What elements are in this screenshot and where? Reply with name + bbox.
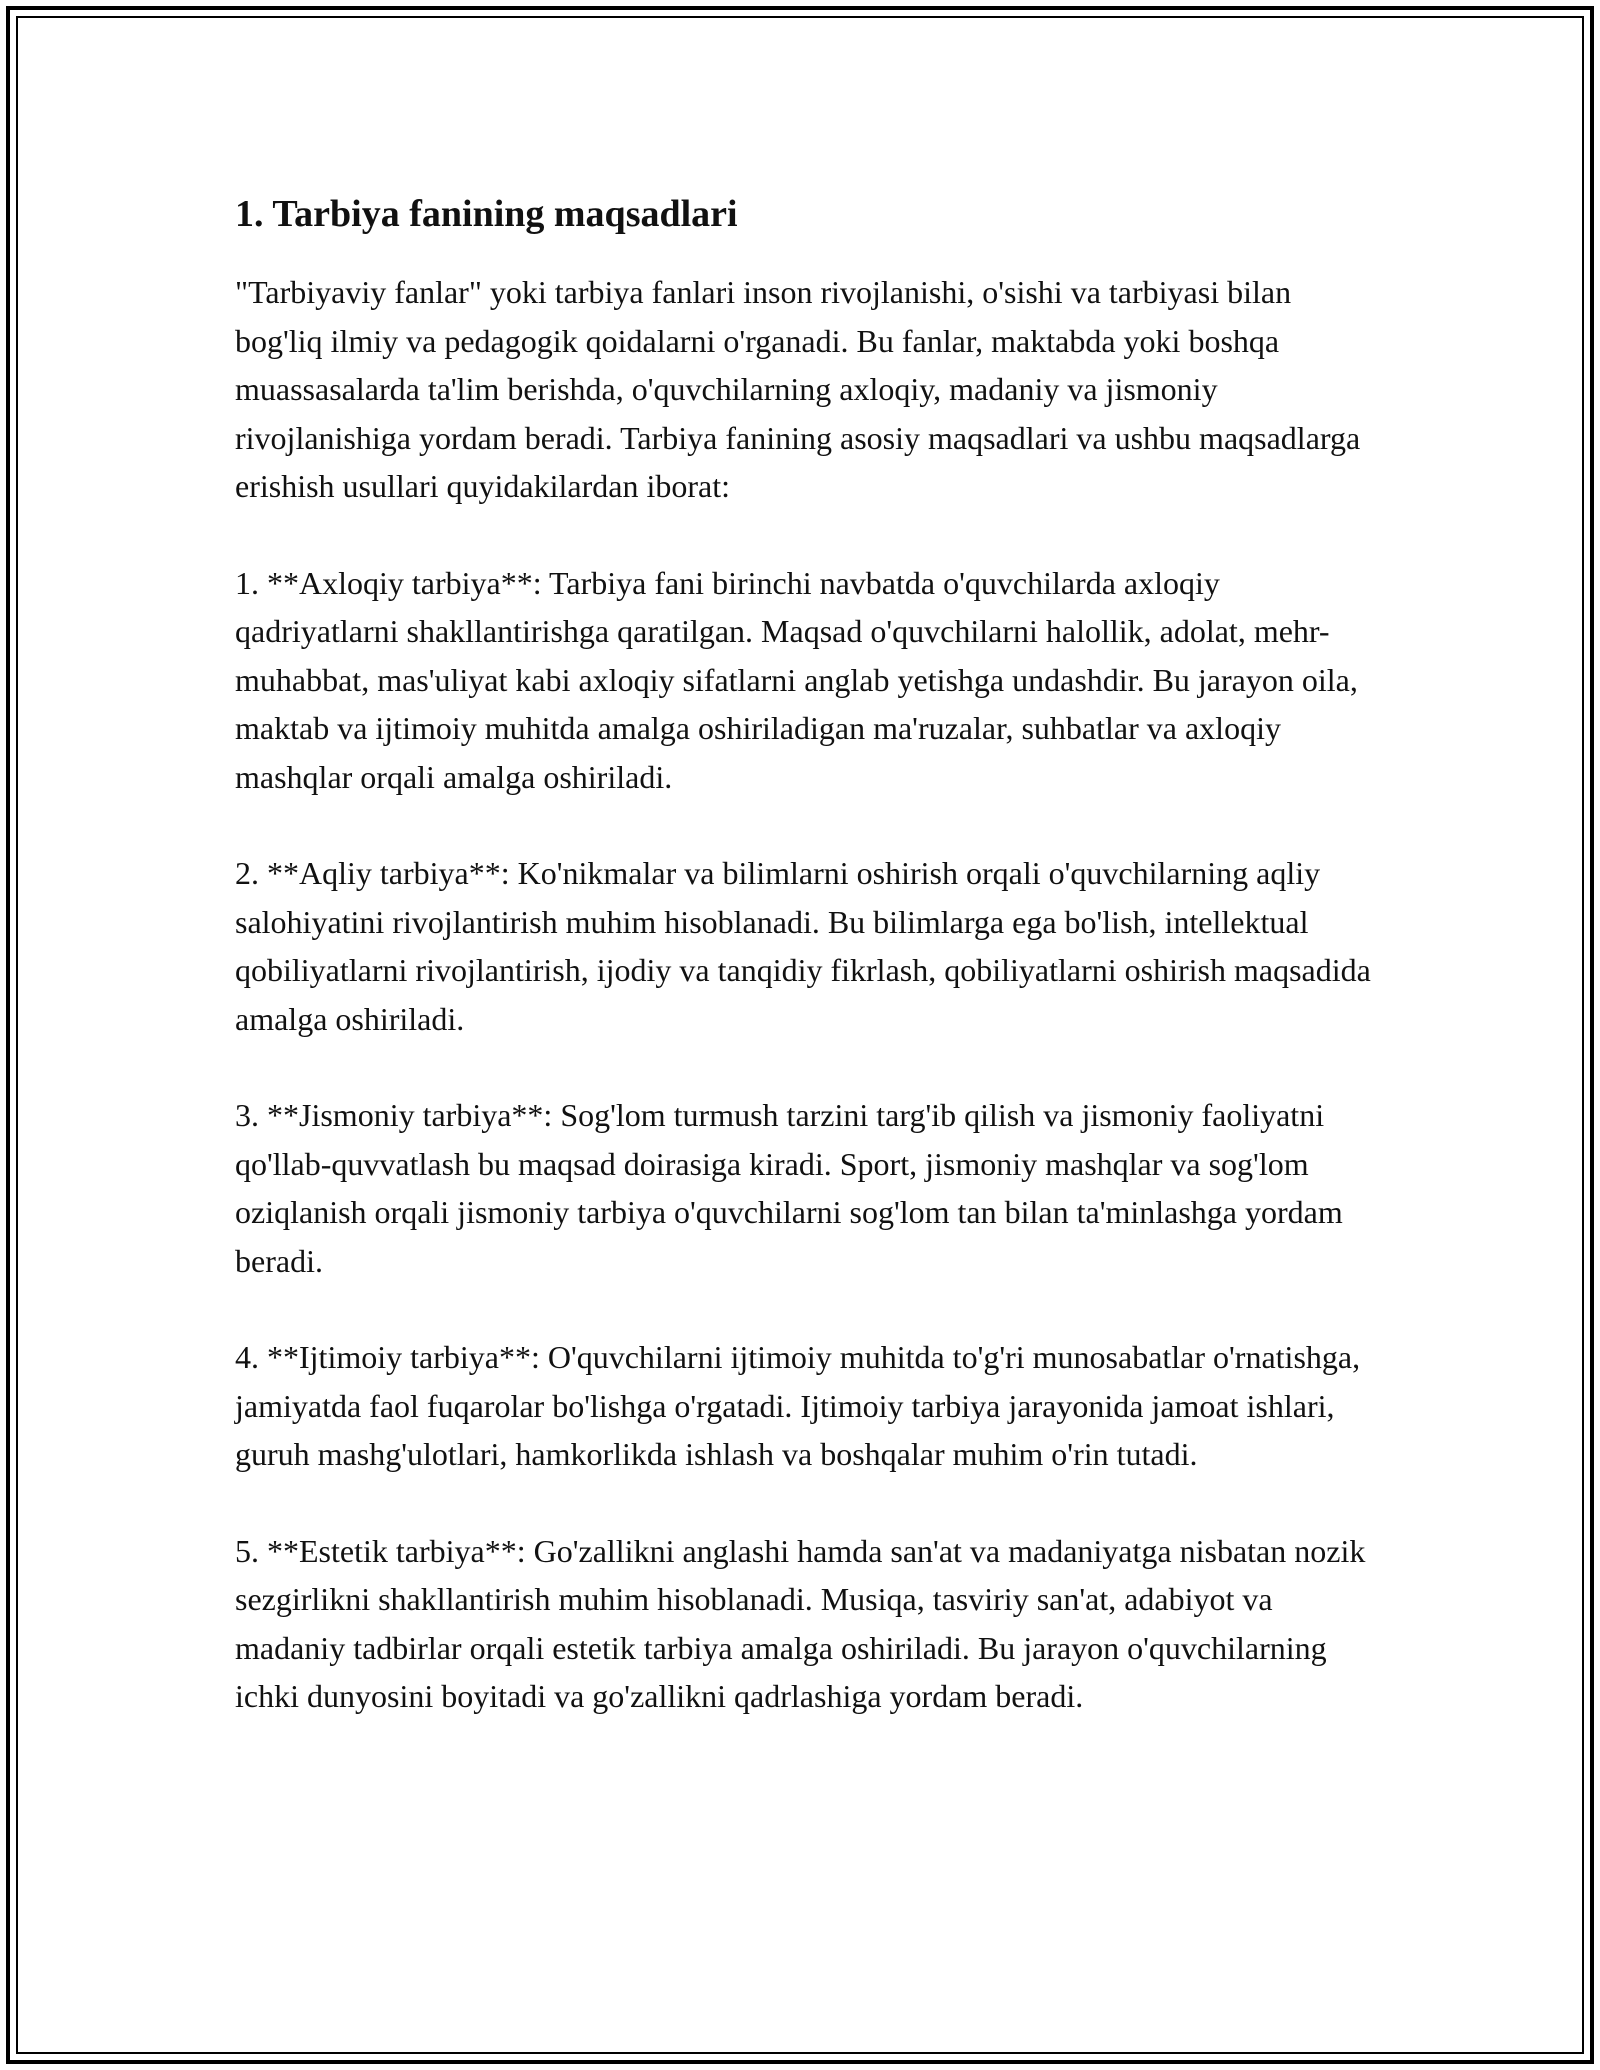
intro-paragraph: "Tarbiyaviy fanlar" yoki tarbiya fanlari inson rivojlanishi, o'sishi va tarbiyasi bilan bog'liq ilmiy va pedagogik qoidalarni o'rganadi. Bu fanlar, maktabda yoki boshqa muassasalarda ta'lim berishda, o'quvchilarning axloqiy, madaniy va jismoniy rivojlanishiga yordam beradi. Tarbiya fanining asosiy maqsadlari va ushbu maqsadlarga erishish usullari quyidakilardan iborat: [235, 274, 1361, 504]
section-aesthetic-education: 5. **Estetik tarbiya**: Go'zallikni anglashi hamda san'at va madaniyatga nisbatan nozik sezgirlikni shakllantirish muhim hisoblanadi. Musiqa, tasviriy san'at, adabiyot va madaniy tadbirlar orqali estetik tarbiya amalga oshiriladi. Bu jarayon o'quvchilarning ichki dunyosini boyitadi va go'zallikni qadrlashiga yordam beradi. [235, 1532, 1366, 1714]
section-mental-education: 2. **Aqliy tarbiya**: Ko'nikmalar va bilimlarni oshirish orqali o'quvchilarning aqliy salohiyatini rivojlantirish muhim hisoblanadi. Bu bilimlarga ega bo'lish, intellektual qobiliyatlarni rivojlantirish, ijodiy va tanqidiy fikrlash, qobiliyatlarni oshirish maqsadida amalga oshiriladi. [235, 855, 1371, 1037]
document-body [235, 188, 1375, 1769]
section-moral-education: 1. **Axloqiy tarbiya**: Tarbiya fani birinchi navbatda o'quvchilarda axloqiy qadriyatlarni shakllantirishga qaratilgan. Maqsad o'quvchilarni halollik, adolat, mehr-muhabbat, mas'uliyat kabi axloqiy sifatlarni anglab yetishga undashdir. Bu jarayon oila, maktab va ijtimoiy muhitda amalga oshiriladigan ma'ruzalar, suhbatlar va axloqiy mashqlar orqali amalga oshiriladi. [235, 564, 1358, 795]
section-physical-education: 3. **Jismoniy tarbiya**: Sog'lom turmush tarzini targ'ib qilish va jismoniy faoliyatni qo'llab-quvvatlash bu maqsad doirasiga kiradi. Sport, jismoniy mashqlar va sog'lom oziqlanish orqali jismoniy tarbiya o'quvchilarni sog'lom tan bilan ta'minlashga yordam beradi. [235, 1097, 1343, 1279]
document-title: 1. Tarbiya fanining maqsadlari [235, 193, 738, 235]
section-social-education: 4. **Ijtimoiy tarbiya**: O'quvchilarni ijtimoiy muhitda to'g'ri munosabatlar o'rnatishga, jamiyatda faol fuqarolar bo'lishga o'rgatadi. Ijtimoiy tarbiya jarayonida jamoat ishlari, guruh mashg'ulotlari, hamkorlikda ishlash va boshqalar muhim o'rin tutadi. [235, 1339, 1361, 1472]
